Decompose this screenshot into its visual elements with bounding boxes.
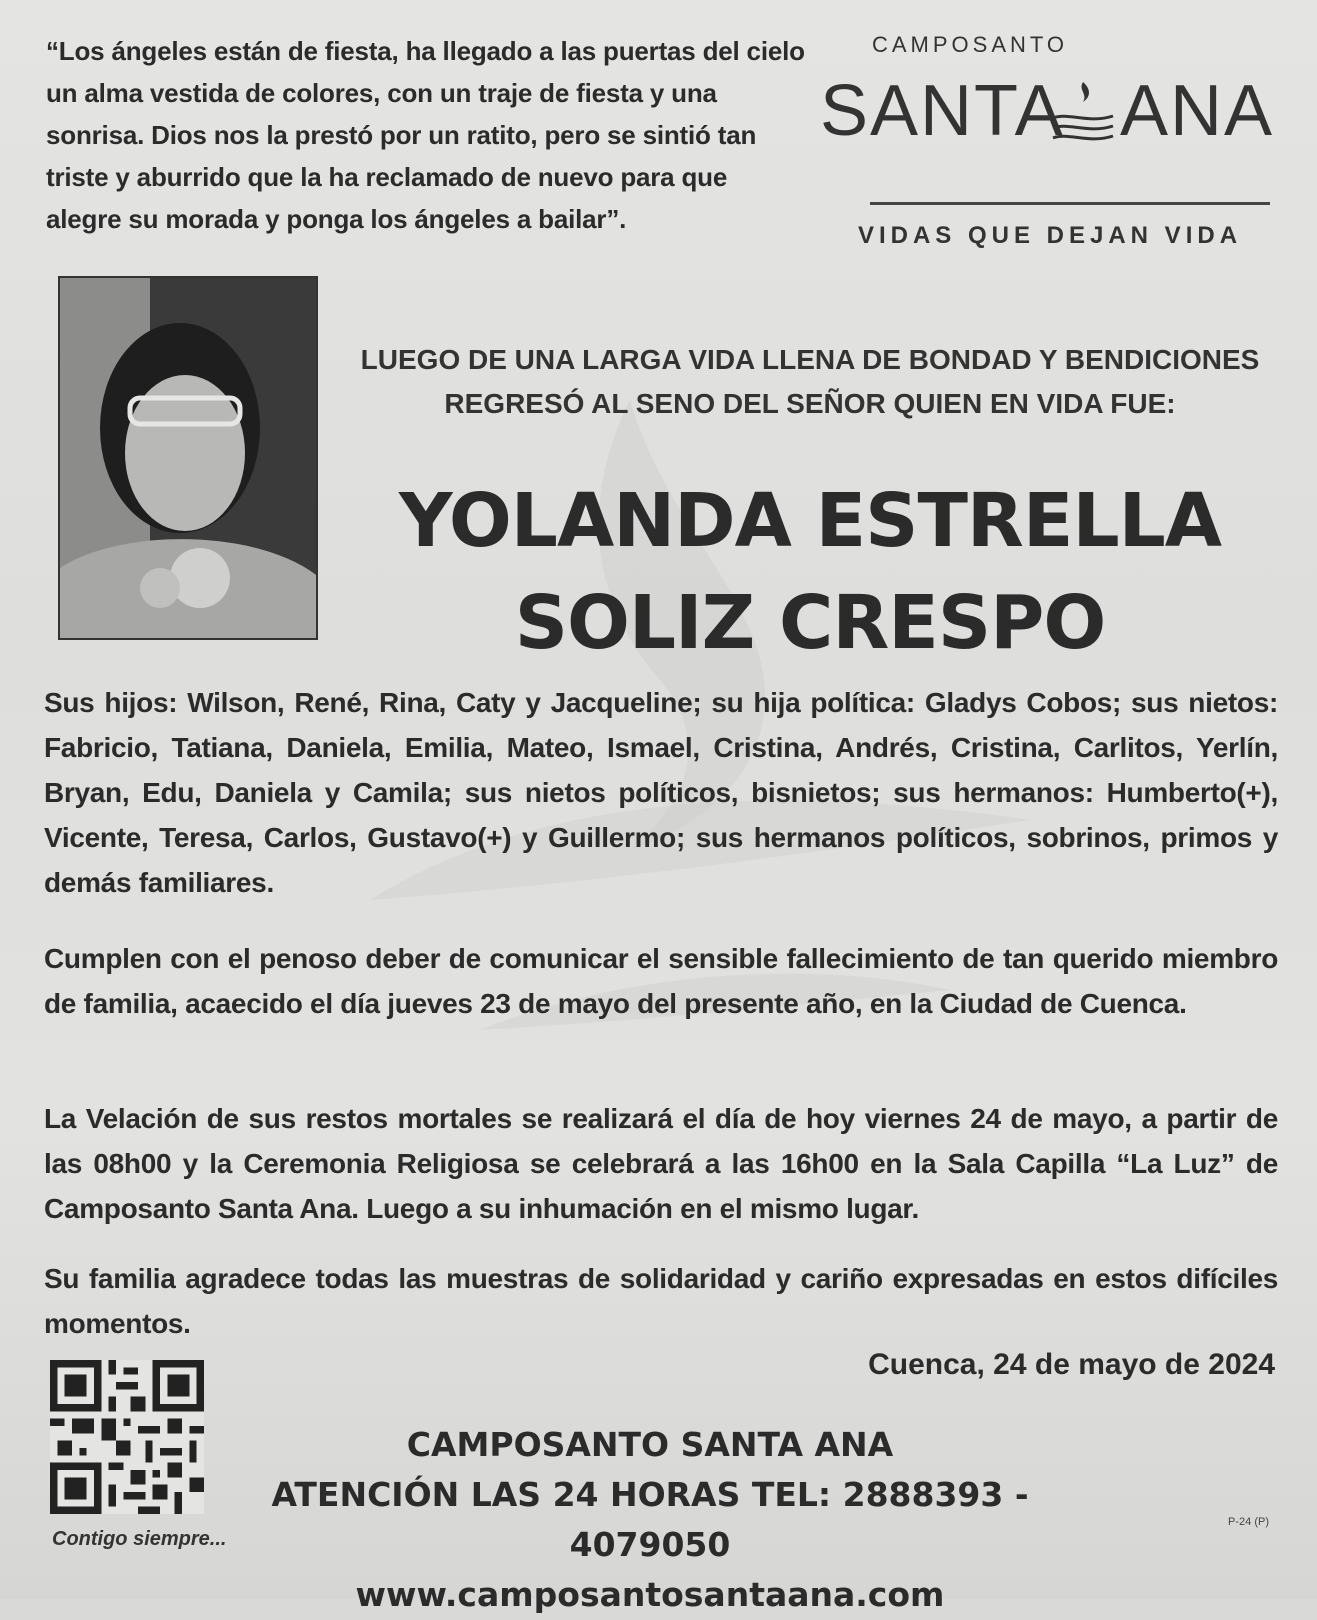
qr-code-icon <box>50 1360 204 1514</box>
thanks-paragraph: Su familia agradece todas las muestras de solidaridad y cariño expresadas en estos difíciles momentos. <box>44 1263 1278 1339</box>
place-date: Cuenca, 24 de mayo de 2024 <box>868 1348 1275 1381</box>
ad-code: P-24 (P) <box>1228 1516 1269 1528</box>
footer-website: www.camposantosantaana.com <box>355 1575 945 1614</box>
deceased-name-line-1: YOLANDA ESTRELLA <box>398 478 1222 564</box>
logo-left-word: SANTA <box>820 71 1065 151</box>
deceased-name-line-2: SOLIZ CRESPO <box>514 580 1106 666</box>
deceased-photo <box>58 276 318 640</box>
ceremony-paragraph: La Velación de sus restos mortales se realizará el día de hoy viernes 24 de mayo, a partir de las 08h00 y la Ceremonia Religiosa se celebrará a las 16h00 en la Sala Capilla “La Luz” de Camposanto Santa Ana. Luego a su inhumación en el mismo lugar. <box>44 1103 1278 1224</box>
slogan-text: Contigo siempre... <box>52 1528 227 1550</box>
announcement-paragraph: Cumplen con el penoso deber de comunicar el sensible fallecimiento de tan querido miembro de familia, acaecido el día jueves 23 de mayo del presente año, en la Ciudad de Cuenca. <box>44 943 1278 1019</box>
footer-org: CAMPOSANTO SANTA ANA <box>406 1425 894 1464</box>
family-paragraph: Sus hijos: Wilson, René, Rina, Caty y Jacqueline; su hija política: Gladys Cobos; sus nietos: Fabricio, Tatiana, Daniela, Emilia, Mateo, Ismael, Cristina, Andrés, Cristina, Carlitos, Yerlín, Bryan, Edu, Daniela y Camila; sus nietos políticos, bisnietos; sus hermanos: Humberto(+), Vicente, Teresa, Carlos, Gustavo(+) y Guillermo; sus hermanos políticos, sobrinos, primos y demás familiares. <box>44 687 1278 898</box>
intro-line-2: REGRESÓ AL SENO DEL SEÑOR QUIEN EN VIDA FUE: <box>444 388 1176 419</box>
logo-tagline: VIDAS QUE DEJAN VIDA <box>857 222 1243 249</box>
epitaph-quote: “Los ángeles están de fiesta, ha llegado a las puertas del cielo un alma vestida de colores, con un traje de fiesta y una sonrisa. Dios nos la prestó por un ratito, pero se sintió tan triste y aburrido que la ha reclamado de nuevo para que alegre su morada y ponga los ángeles a bailar”. <box>46 36 805 234</box>
deceased-name <box>330 470 1290 674</box>
logo-wordmark <box>820 70 1275 180</box>
camposanto-logo <box>820 32 1290 249</box>
footer-contact <box>200 1420 1100 1620</box>
logo-top-text: CAMPOSANTO <box>871 32 1069 57</box>
logo-right-word: ANA <box>1120 71 1275 151</box>
logo-divider <box>870 202 1270 205</box>
intro-line-1: LUEGO DE UNA LARGA VIDA LLENA DE BONDAD Y BENDICIONES <box>360 344 1260 375</box>
intro-text <box>330 338 1290 426</box>
footer-phone: ATENCIÓN LAS 24 HORAS TEL: 2888393 - 4079050 <box>271 1475 1029 1564</box>
flame-waves-icon <box>1048 80 1118 150</box>
